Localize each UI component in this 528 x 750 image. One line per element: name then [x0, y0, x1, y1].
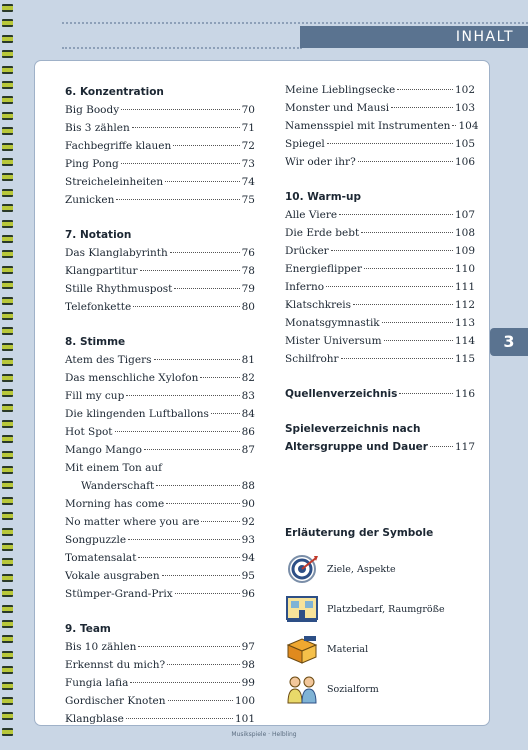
entry-title: Fungia lafia	[65, 677, 129, 689]
spiral-coil	[2, 143, 13, 151]
leader-dots	[168, 700, 233, 701]
entry-page: 94	[241, 552, 255, 564]
spiral-coil	[2, 189, 13, 197]
entry-title: Zunicken	[65, 194, 115, 206]
entry-title: Morning has come	[65, 498, 165, 510]
toc-entry[interactable]	[285, 224, 475, 242]
entry-page: 101	[234, 713, 255, 725]
toc-entry[interactable]	[285, 81, 475, 99]
leader-dots	[165, 181, 240, 182]
leader-dots	[156, 485, 239, 486]
entry-page: 95	[241, 570, 255, 582]
entry-title: Streicheleinheiten	[65, 176, 164, 188]
spiral-coil	[2, 697, 13, 705]
entry-page: 106	[454, 156, 475, 168]
section-gap	[285, 171, 475, 188]
page-footer: Musikspiele · Helbling	[231, 731, 297, 738]
entry-title: Hot Spot	[65, 426, 113, 438]
entry-title: Drücker	[285, 245, 329, 257]
toc-entry[interactable]	[65, 549, 255, 567]
entry-page: 83	[241, 390, 255, 402]
entry-title: No matter where you are	[65, 516, 200, 528]
entry-page: 113	[454, 317, 475, 329]
spiral-coil	[2, 235, 13, 243]
spiral-coil	[2, 35, 13, 43]
entry-title: Stille Rhythmuspost	[65, 283, 173, 295]
legend-item	[285, 549, 475, 589]
spiral-coil	[2, 451, 13, 459]
spiral-coil	[2, 481, 13, 489]
entry-title: Bis 3 zählen	[65, 122, 130, 134]
leader-dots	[116, 199, 239, 200]
toc-entry[interactable]	[285, 153, 475, 171]
toc-entry[interactable]	[285, 438, 475, 456]
spiral-coil	[2, 374, 13, 382]
section-heading: 6. Konzentration	[65, 86, 164, 98]
spiral-coil	[2, 4, 13, 12]
toc-entry[interactable]	[285, 135, 475, 153]
right-column	[285, 81, 479, 456]
entry-page: 92	[241, 516, 255, 528]
entry-title: Monatsgymnastik	[285, 317, 380, 329]
entry-page: 93	[241, 534, 255, 546]
entry-page: 82	[241, 372, 255, 384]
toc-entry[interactable]	[285, 296, 475, 314]
section-gap	[65, 209, 255, 226]
entry-page: 111	[454, 281, 475, 293]
entry-page: 115	[454, 353, 475, 365]
spiral-coil	[2, 420, 13, 428]
leader-dots	[126, 718, 233, 719]
section-gap	[65, 603, 255, 620]
top-bar	[62, 18, 528, 54]
toc-entry[interactable]	[65, 101, 255, 119]
spiral-coil	[2, 466, 13, 474]
entry-page: 99	[241, 677, 255, 689]
dotted-rule-top	[62, 22, 528, 24]
toc-entry[interactable]	[285, 117, 479, 135]
toc-entry[interactable]	[285, 260, 475, 278]
entry-page: 78	[241, 265, 255, 277]
spiral-coil	[2, 112, 13, 120]
entry-title: Das Klanglabyrinth	[65, 247, 168, 259]
leader-dots	[140, 270, 240, 271]
entry-page: 107	[454, 209, 475, 221]
entry-page: 100	[234, 695, 255, 707]
entry-title: Klangpartitur	[65, 265, 138, 277]
legend-label: Platzbedarf, Raumgröße	[327, 603, 445, 615]
entry-page: 90	[241, 498, 255, 510]
leader-dots	[353, 304, 453, 305]
leader-dots	[384, 340, 453, 341]
entry-title: Big Boody	[65, 104, 120, 116]
entry-title: Klangblase	[65, 713, 124, 725]
entry-page: 112	[454, 299, 475, 311]
toc-entry[interactable]	[285, 206, 475, 224]
leader-dots	[211, 413, 240, 414]
spiral-coil	[2, 250, 13, 258]
entry-page: 108	[454, 227, 475, 239]
entry-title: Alle Viere	[285, 209, 338, 221]
spiral-coil	[2, 651, 13, 659]
toc-entry[interactable]	[65, 298, 255, 316]
spiral-coil	[2, 127, 13, 135]
entry-title: Fachbegriffe klauen	[65, 140, 172, 152]
leader-dots	[430, 446, 453, 447]
entry-title: Tomatensalat	[65, 552, 137, 564]
spiral-coil	[2, 204, 13, 212]
entry-page: 76	[241, 247, 255, 259]
entry-page: 81	[241, 354, 255, 366]
leader-dots	[154, 359, 240, 360]
material-box-icon	[285, 633, 319, 665]
leader-dots	[200, 377, 239, 378]
entry-page: 105	[454, 138, 475, 150]
legend-label: Ziele, Aspekte	[327, 563, 396, 575]
section-heading: 8. Stimme	[65, 336, 126, 348]
entry-title: Namensspiel mit Instrumenten	[285, 120, 451, 132]
leader-dots	[175, 593, 240, 594]
leader-dots	[166, 503, 239, 504]
spiral-coil	[2, 19, 13, 27]
entry-title: Quellenverzeichnis	[285, 388, 398, 400]
entry-title: Klatschkreis	[285, 299, 352, 311]
toc-entry[interactable]	[65, 531, 255, 549]
leader-dots	[174, 288, 239, 289]
legend-item	[285, 629, 475, 669]
leader-dots	[173, 145, 239, 146]
legend-item	[285, 669, 475, 709]
leader-dots	[138, 646, 239, 647]
spiral-coil	[2, 605, 13, 613]
entry-page: 80	[241, 301, 255, 313]
entry-page: 103	[454, 102, 475, 114]
toc-entry[interactable]	[65, 244, 255, 262]
entry-title: Bis 10 zählen	[65, 641, 137, 653]
entry-page: 110	[454, 263, 475, 275]
leader-dots	[361, 232, 453, 233]
index-heading-line: Spieleverzeichnis nach	[285, 423, 421, 435]
toc-entry[interactable]	[65, 692, 255, 710]
section-gap	[285, 403, 475, 420]
toc-entry[interactable]	[65, 423, 255, 441]
entry-page: 97	[241, 641, 255, 653]
toc-entry[interactable]	[65, 477, 255, 495]
toc-entry[interactable]	[65, 405, 255, 423]
leader-dots	[144, 449, 240, 450]
spiral-coil	[2, 558, 13, 566]
toc-entry[interactable]	[65, 119, 255, 137]
spiral-coil	[2, 50, 13, 58]
entry-title: Songpuzzle	[65, 534, 127, 546]
leader-dots	[397, 89, 453, 90]
entry-title-cont: Wanderschaft	[81, 480, 155, 492]
toc-entry[interactable]	[65, 351, 255, 369]
leader-dots	[121, 109, 239, 110]
toc-entry[interactable]	[65, 369, 255, 387]
toc-entry[interactable]	[285, 314, 475, 332]
entry-title: Inferno	[285, 281, 325, 293]
toc-entry[interactable]	[65, 513, 255, 531]
entry-title: Energieflipper	[285, 263, 362, 275]
section-title-inhalt: INHALT	[300, 26, 528, 48]
entry-title: Altersgruppe und Dauer	[285, 441, 428, 453]
entry-page: 87	[241, 444, 255, 456]
entry-page: 98	[241, 659, 255, 671]
spiral-coil	[2, 81, 13, 89]
toc-entry[interactable]	[285, 332, 475, 350]
entry-page: 73	[241, 158, 255, 170]
toc-entry[interactable]	[65, 155, 255, 173]
entry-title: Mit einem Ton auf	[65, 462, 163, 474]
leader-dots	[452, 125, 456, 126]
spiral-coil	[2, 574, 13, 582]
leader-dots	[341, 358, 453, 359]
leader-dots	[170, 252, 240, 253]
spiral-coil	[2, 512, 13, 520]
spiral-coil	[2, 158, 13, 166]
leader-dots	[167, 664, 239, 665]
dotted-rule-bottom	[62, 47, 302, 49]
leader-dots	[326, 286, 453, 287]
spiral-coil	[2, 266, 13, 274]
entry-page: 74	[241, 176, 255, 188]
entry-title: Stümper-Grand-Prix	[65, 588, 173, 600]
toc-entry[interactable]	[285, 99, 475, 117]
entry-title: Mister Universum	[285, 335, 382, 347]
toc-entry[interactable]	[65, 495, 255, 513]
entry-page: 104	[458, 120, 479, 132]
entry-page: 84	[241, 408, 255, 420]
section-heading: 7. Notation	[65, 229, 132, 241]
spiral-coil	[2, 312, 13, 320]
toc-entry[interactable]	[65, 567, 255, 585]
spiral-coil	[2, 435, 13, 443]
entry-page: 70	[241, 104, 255, 116]
section-gap	[65, 316, 255, 333]
toc-entry[interactable]	[65, 387, 255, 405]
leader-dots	[132, 127, 240, 128]
leader-dots	[162, 575, 240, 576]
entry-page: 114	[454, 335, 475, 347]
leader-dots	[121, 163, 240, 164]
entry-title: Mango Mango	[65, 444, 142, 456]
people-icon	[285, 673, 319, 705]
entry-page: 96	[241, 588, 255, 600]
spiral-coil	[2, 96, 13, 104]
spiral-coil	[2, 343, 13, 351]
legend-item	[285, 589, 475, 629]
entry-page: 86	[241, 426, 255, 438]
section-heading: 10. Warm-up	[285, 191, 362, 203]
spiral-coil	[2, 389, 13, 397]
entry-title: Ping Pong	[65, 158, 119, 170]
toc-entry[interactable]	[65, 585, 255, 603]
legend-label: Sozialform	[327, 683, 379, 695]
leader-dots	[201, 521, 239, 522]
entry-page: 88	[241, 480, 255, 492]
toc-entry[interactable]	[285, 242, 475, 260]
spiral-coil	[2, 682, 13, 690]
entry-title: Wir oder ihr?	[285, 156, 356, 168]
symbol-legend	[285, 527, 475, 709]
spiral-coil	[2, 666, 13, 674]
toc-entry[interactable]	[285, 350, 475, 368]
leader-dots	[138, 557, 239, 558]
entry-page: 116	[454, 388, 475, 400]
entry-title: Fill my cup	[65, 390, 125, 402]
entry-title: Erkennst du mich?	[65, 659, 166, 671]
entry-title: Die klingenden Luftballons	[65, 408, 209, 420]
entry-title: Schilfrohr	[285, 353, 339, 365]
entry-title: Das menschliche Xylofon	[65, 372, 199, 384]
leader-dots	[133, 306, 239, 307]
leader-dots	[399, 393, 453, 394]
leader-dots	[331, 250, 453, 251]
spiral-coil	[2, 620, 13, 628]
toc-entry[interactable]	[65, 710, 255, 728]
toc-entry[interactable]	[65, 173, 255, 191]
leader-dots	[382, 322, 453, 323]
toc-entry[interactable]	[65, 191, 255, 209]
toc-entry[interactable]	[65, 262, 255, 280]
spiral-binding	[0, 0, 20, 750]
chapter-tab: 3	[490, 328, 528, 356]
entry-title: Gordischer Knoten	[65, 695, 166, 707]
leader-dots	[115, 431, 240, 432]
leader-dots	[364, 268, 453, 269]
spiral-coil	[2, 66, 13, 74]
toc-entry[interactable]	[285, 278, 475, 296]
leader-dots	[358, 161, 453, 162]
entry-page: 109	[454, 245, 475, 257]
toc-entry[interactable]	[65, 441, 255, 459]
entry-title: Monster und Mausi	[285, 102, 390, 114]
toc-entry-line	[65, 459, 255, 477]
content-page	[34, 60, 490, 726]
entry-title: Vokale ausgraben	[65, 570, 160, 582]
leader-dots	[327, 143, 453, 144]
legend-label: Material	[327, 643, 369, 655]
spiral-coil	[2, 635, 13, 643]
leader-dots	[339, 214, 453, 215]
target-icon	[285, 553, 319, 585]
entry-page: 71	[241, 122, 255, 134]
entry-title: Meine Lieblingsecke	[285, 84, 396, 96]
section-heading: 9. Team	[65, 623, 111, 635]
spiral-coil	[2, 220, 13, 228]
spiral-coil	[2, 497, 13, 505]
entry-page: 79	[241, 283, 255, 295]
spiral-coil	[2, 543, 13, 551]
spiral-coil	[2, 327, 13, 335]
entry-page: 72	[241, 140, 255, 152]
entry-page: 117	[454, 441, 475, 453]
toc-entry[interactable]	[65, 638, 255, 656]
toc-entry[interactable]	[65, 280, 255, 298]
section-gap	[285, 368, 475, 385]
leader-dots	[126, 395, 239, 396]
spiral-coil	[2, 528, 13, 536]
leader-dots	[128, 539, 240, 540]
leader-dots	[130, 682, 239, 683]
toc-entry[interactable]	[65, 656, 255, 674]
spiral-coil	[2, 712, 13, 720]
leader-dots	[391, 107, 453, 108]
spiral-coil	[2, 404, 13, 412]
spiral-coil	[2, 173, 13, 181]
spiral-coil	[2, 297, 13, 305]
spiral-coil	[2, 358, 13, 366]
room-icon	[285, 593, 319, 625]
legend-title: Erläuterung der Symbole	[285, 527, 434, 539]
entry-page: 102	[454, 84, 475, 96]
spiral-coil	[2, 281, 13, 289]
entry-title: Telefonkette	[65, 301, 132, 313]
entry-page: 75	[241, 194, 255, 206]
entry-title: Spiegel	[285, 138, 325, 150]
entry-title: Atem des Tigers	[65, 354, 152, 366]
left-column	[65, 83, 255, 728]
toc-entry[interactable]	[65, 674, 255, 692]
spiral-coil	[2, 589, 13, 597]
entry-title: Die Erde bebt	[285, 227, 360, 239]
toc-entry[interactable]	[65, 137, 255, 155]
toc-entry[interactable]	[285, 385, 475, 403]
